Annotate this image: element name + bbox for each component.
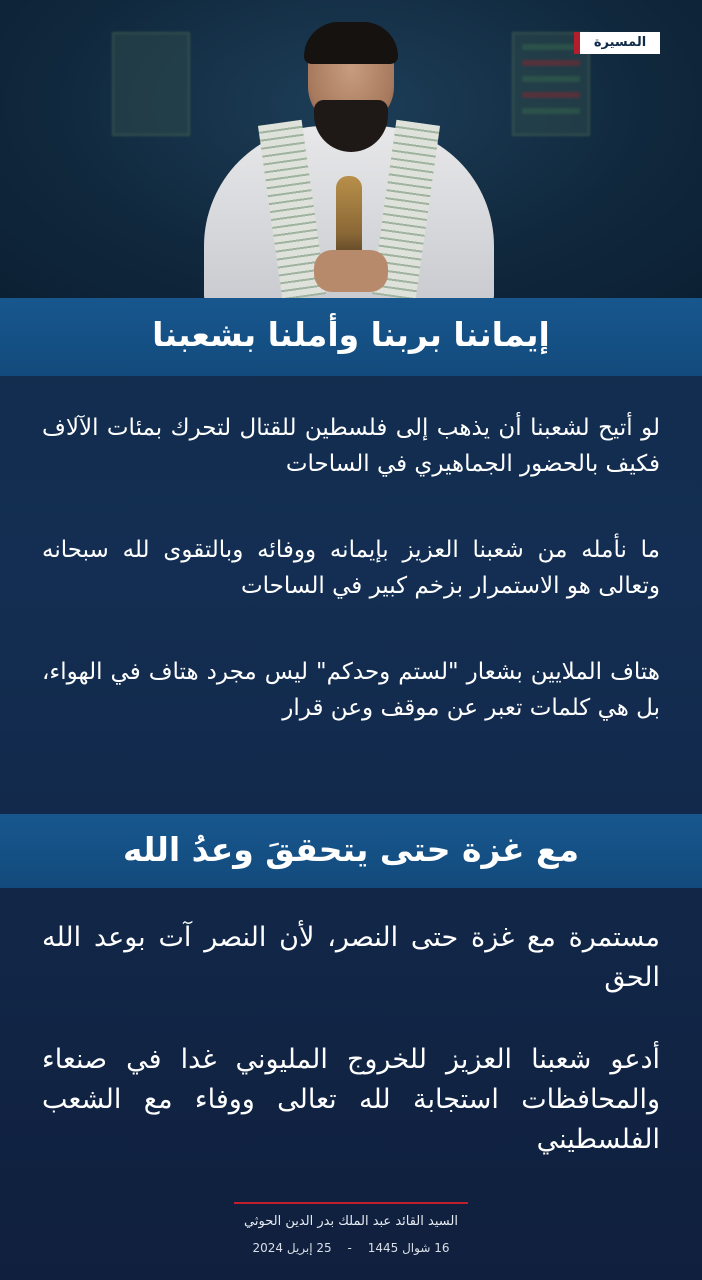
red-divider (234, 1202, 468, 1204)
channel-logo: المسيرة (574, 32, 660, 54)
date-separator: - (347, 1241, 352, 1255)
hijri-date: 16 شوال 1445 (367, 1241, 450, 1255)
headline-bar-1: إيماننا بربنا وأملنا بشعبنا (0, 298, 702, 376)
quote-paragraph: مستمرة مع غزة حتى النصر، لأن النصر آت بوعد الله الحق (42, 922, 660, 993)
speaker-portrait (204, 22, 494, 300)
hero-photo (0, 0, 702, 300)
background-banner-left (112, 32, 190, 136)
gregorian-date: 25 إبريل 2024 (252, 1241, 332, 1255)
speaker-name: السيد القائد عبد الملك بدر الدين الحوثي (244, 1214, 458, 1229)
quote-paragraph: ما نأمله من شعبنا العزيز بإيمانه ووفائه وبالتقوى لله سبحانه وتعالى هو الاستمرار بزخم كبير في الساحات (42, 537, 660, 599)
quote-paragraph: هتاف الملايين بشعار "لستم وحدكم" ليس مجرد هتاف في الهواء، بل هي كلمات تعبر عن موقف وعن قرار (42, 659, 660, 721)
quote-paragraph: أدعو شعبنا العزيز للخروج المليوني غدا في صنعاء والمحافظات استجابة لله تعالى ووفاء مع الشعب الفلسطيني (42, 1044, 660, 1155)
date-line (0, 1238, 702, 1258)
quote-paragraph: لو أتيح لشعبنا أن يذهب إلى فلسطين للقتال لتحرك بمئات الآلاف فكيف بالحضور الجماهيري في الساحات (42, 415, 660, 477)
headline-bar-2: مع غزة حتى يتحققَ وعدُ الله (0, 814, 702, 888)
